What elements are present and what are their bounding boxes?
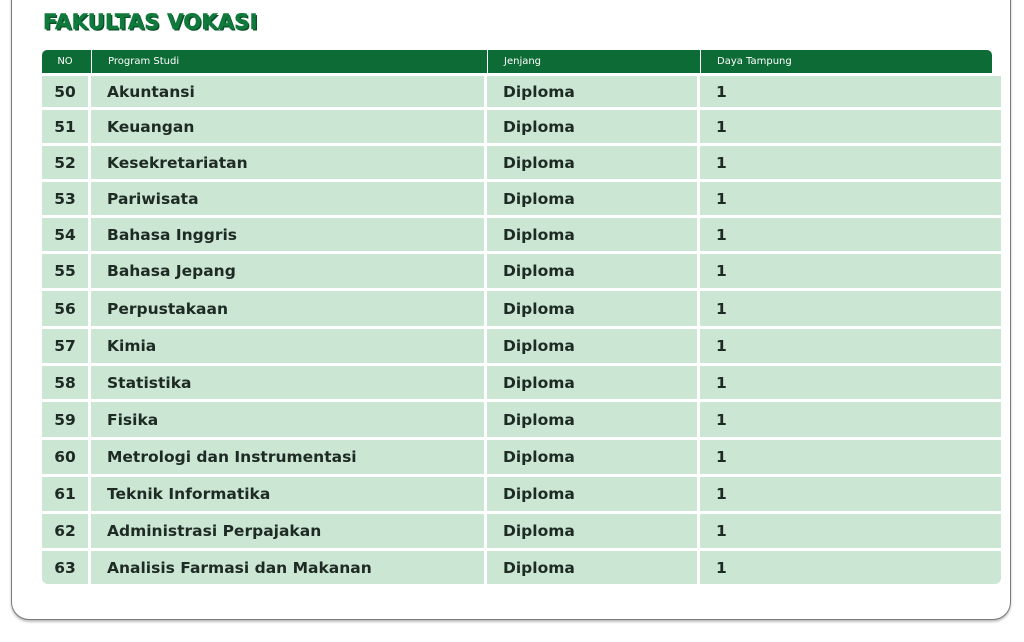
cell-jenjang: Diploma	[487, 110, 697, 143]
table-row	[42, 402, 992, 437]
header-program-studi: Program Studi	[91, 50, 484, 73]
cell-daya-tampung: 1	[700, 514, 1001, 548]
table-header	[42, 50, 992, 73]
cell-jenjang: Diploma	[487, 477, 697, 511]
cell-daya-tampung: 1	[700, 254, 1001, 288]
cell-program-studi: Perpustakaan	[91, 291, 484, 326]
table-body	[42, 76, 992, 584]
cell-no: 58	[42, 366, 88, 399]
cell-no: 55	[42, 254, 88, 288]
cell-no: 50	[42, 76, 88, 107]
table-row	[42, 366, 992, 399]
cell-no: 52	[42, 146, 88, 179]
cell-program-studi: Akuntansi	[91, 76, 484, 107]
cell-jenjang: Diploma	[487, 291, 697, 326]
cell-jenjang: Diploma	[487, 514, 697, 548]
cell-program-studi: Teknik Informatika	[91, 477, 484, 511]
cell-program-studi: Kimia	[91, 329, 484, 363]
cell-no: 60	[42, 440, 88, 474]
table-row	[42, 514, 992, 548]
table-row	[42, 110, 992, 143]
cell-jenjang: Diploma	[487, 551, 697, 584]
table-row	[42, 146, 992, 179]
cell-jenjang: Diploma	[487, 402, 697, 437]
cell-no: 56	[42, 291, 88, 326]
cell-jenjang: Diploma	[487, 440, 697, 474]
table-row	[42, 329, 992, 363]
cell-no: 61	[42, 477, 88, 511]
cell-program-studi: Fisika	[91, 402, 484, 437]
cell-daya-tampung: 1	[700, 146, 1001, 179]
table-row	[42, 477, 992, 511]
cell-daya-tampung: 1	[700, 551, 1001, 584]
cell-jenjang: Diploma	[487, 366, 697, 399]
table-row	[42, 76, 992, 107]
cell-daya-tampung: 1	[700, 182, 1001, 215]
header-no: NO	[57, 56, 73, 67]
cell-no: 63	[42, 551, 88, 584]
cell-daya-tampung: 1	[700, 477, 1001, 511]
table-row	[42, 254, 992, 288]
table-row	[42, 218, 992, 251]
cell-no: 59	[42, 402, 88, 437]
cell-program-studi: Metrologi dan Instrumentasi	[91, 440, 484, 474]
cell-daya-tampung: 1	[700, 329, 1001, 363]
cell-no: 54	[42, 218, 88, 251]
cell-no: 62	[42, 514, 88, 548]
cell-no: 51	[42, 110, 88, 143]
cell-daya-tampung: 1	[700, 110, 1001, 143]
cell-daya-tampung: 1	[700, 218, 1001, 251]
cell-jenjang: Diploma	[487, 329, 697, 363]
program-table	[42, 50, 992, 584]
cell-jenjang: Diploma	[487, 218, 697, 251]
header-jenjang: Jenjang	[487, 50, 697, 73]
cell-no: 53	[42, 182, 88, 215]
table-row	[42, 551, 992, 584]
table-row	[42, 182, 992, 215]
cell-program-studi: Kesekretariatan	[91, 146, 484, 179]
cell-jenjang: Diploma	[487, 76, 697, 107]
cell-program-studi: Pariwisata	[91, 182, 484, 215]
cell-no: 57	[42, 329, 88, 363]
cell-program-studi: Keuangan	[91, 110, 484, 143]
cell-program-studi: Bahasa Jepang	[91, 254, 484, 288]
table-row	[42, 291, 992, 326]
cell-daya-tampung: 1	[700, 402, 1001, 437]
cell-daya-tampung: 1	[700, 76, 1001, 107]
cell-program-studi: Analisis Farmasi dan Makanan	[91, 551, 484, 584]
header-daya-tampung: Daya Tampung	[700, 50, 1001, 73]
cell-program-studi: Administrasi Perpajakan	[91, 514, 484, 548]
cell-daya-tampung: 1	[700, 291, 1001, 326]
cell-daya-tampung: 1	[700, 366, 1001, 399]
cell-program-studi: Bahasa Inggris	[91, 218, 484, 251]
cell-jenjang: Diploma	[487, 146, 697, 179]
cell-program-studi: Statistika	[91, 366, 484, 399]
cell-jenjang: Diploma	[487, 254, 697, 288]
table-row	[42, 440, 992, 474]
section-title: FAKULTAS VOKASI	[43, 10, 258, 34]
cell-daya-tampung: 1	[700, 440, 1001, 474]
cell-jenjang: Diploma	[487, 182, 697, 215]
